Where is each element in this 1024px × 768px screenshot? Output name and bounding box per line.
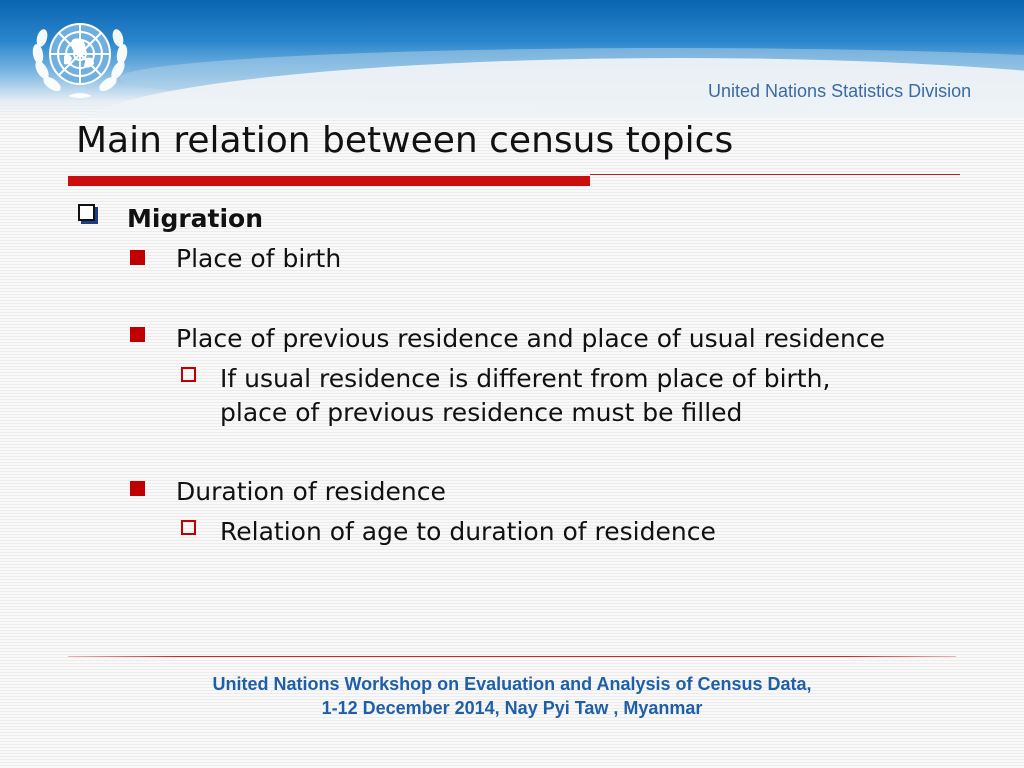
list-item: Place of birth [176,244,342,273]
title-underline [590,174,960,175]
footer-divider [68,656,956,657]
square-bullet-icon [130,327,145,342]
footer-line-1: United Nations Workshop on Evaluation and Analysis of Census Data, [212,674,812,694]
list-item: Duration of residence [176,477,446,506]
sub-list-item-continuation: place of previous residence must be filled [220,398,743,427]
footer-line-2: 1-12 December 2014, Nay Pyi Taw , Myanmar [321,698,703,718]
hollow-square-bullet-icon [181,367,196,382]
org-name: United Nations Statistics Division [708,81,972,101]
topic-heading: Migration [127,204,264,233]
hollow-square-bullet-icon [181,520,196,535]
slide-title: Main relation between census topics [76,120,734,161]
checkbox-bullet-icon [78,204,95,221]
slide-header [0,0,1024,118]
sub-list-item: If usual residence is different from place of birth, [220,364,831,393]
title-accent-bar [68,176,590,186]
sub-list-item: Relation of age to duration of residence [220,517,716,546]
list-item: Place of previous residence and place of usual residence [176,324,885,353]
square-bullet-icon [130,250,145,265]
square-bullet-icon [130,481,145,496]
un-emblem-icon [28,10,132,102]
